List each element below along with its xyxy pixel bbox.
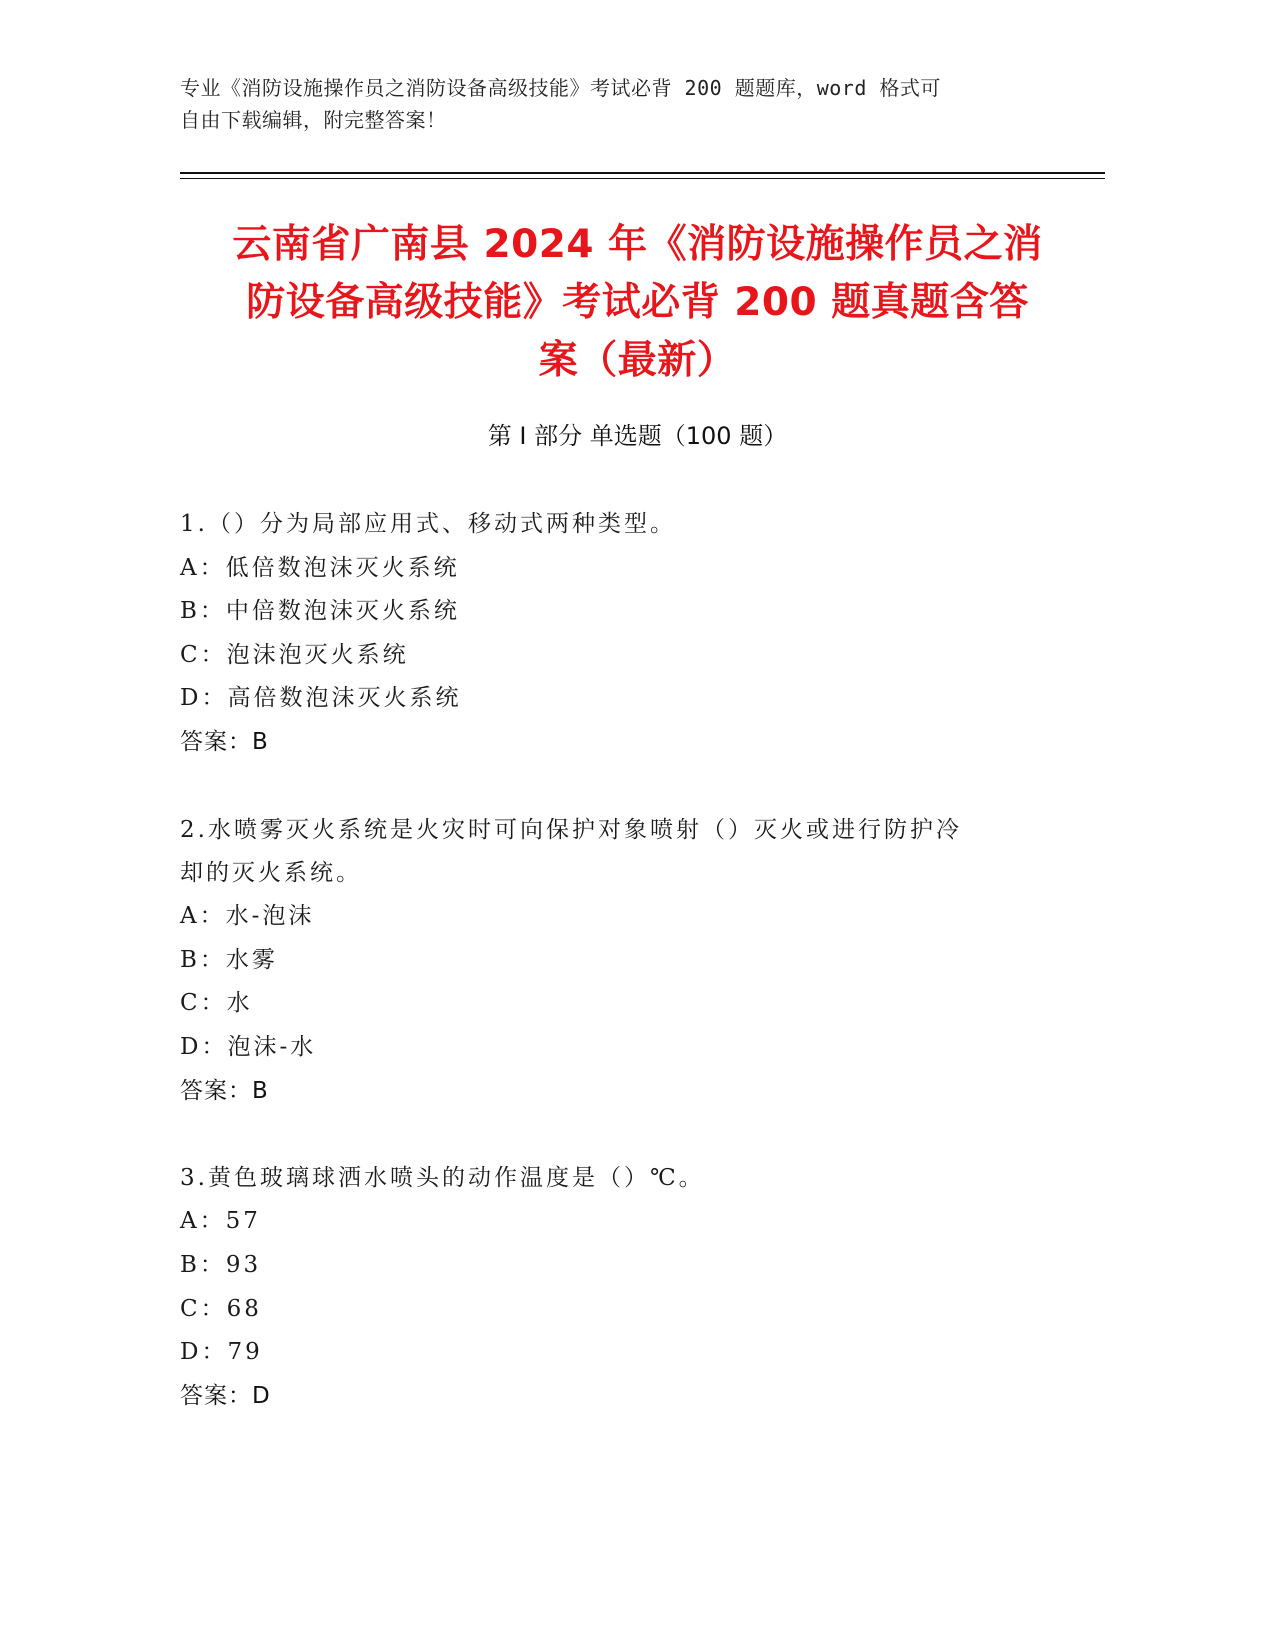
- header-note-line-2: 自由下载编辑，附完整答案！: [180, 108, 447, 132]
- document-title-line-3: 案（最新）: [538, 338, 737, 383]
- answer: 答案：D: [180, 1383, 271, 1409]
- option-a: A：低倍数泡沫灭火系统: [180, 555, 460, 581]
- option-a: A：57: [180, 1208, 261, 1234]
- option-c: C：水: [180, 990, 253, 1016]
- header-note: [180, 72, 1060, 136]
- option-c: C：泡沫泡灭火系统: [180, 642, 409, 668]
- option-b: B：中倍数泡沫灭火系统: [180, 598, 460, 624]
- question-stem-continued: 却的灭火系统。: [180, 860, 362, 886]
- header-divider-thin: [180, 178, 1105, 179]
- header-note-line-1: 专业《消防设施操作员之消防设备高级技能》考试必背 200 题题库，word 格式可: [180, 76, 941, 100]
- answer: 答案：B: [180, 729, 269, 755]
- question-stem: 2.水喷雾灭火系统是火灾时可向保护对象喷射（）灭火或进行防护冷: [180, 817, 962, 843]
- document-title-line-1: 云南省广南县 2024 年《消防设施操作员之消: [232, 222, 1043, 267]
- question-stem: 1.（）分为局部应用式、移动式两种类型。: [180, 511, 676, 537]
- question-stem: 3.黄色玻璃球洒水喷头的动作温度是（）℃。: [180, 1165, 705, 1191]
- section-title: 第 I 部分 单选题（100 题）: [487, 422, 788, 450]
- option-d: D：79: [180, 1339, 263, 1365]
- document-title-line-2: 防设备高级技能》考试必背 200 题真题含答: [246, 280, 1029, 325]
- option-b: B：水雾: [180, 947, 278, 973]
- option-b: B：93: [180, 1252, 262, 1278]
- option-d: D：泡沫-水: [180, 1034, 317, 1060]
- answer: 答案：B: [180, 1078, 269, 1104]
- option-a: A：水-泡沫: [180, 903, 315, 929]
- document-title: [140, 216, 1135, 390]
- option-c: C：68: [180, 1296, 262, 1322]
- option-d: D：高倍数泡沫灭火系统: [180, 685, 462, 711]
- header-divider-thick: [180, 172, 1105, 174]
